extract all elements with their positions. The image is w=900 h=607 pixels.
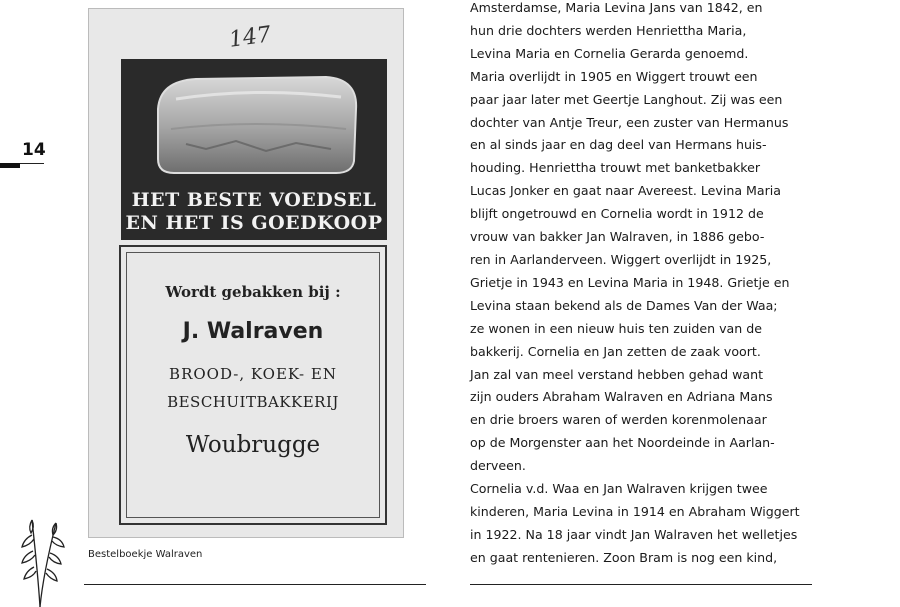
- body-text-line: Maria overlijdt in 1905 en Wiggert trouwt een: [470, 68, 758, 84]
- image-caption: Bestelboekje Walraven: [88, 549, 203, 560]
- body-text: [470, 0, 830, 570]
- body-text-line: Lucas Jonker en gaat naar Avereest. Levina Maria: [470, 183, 782, 199]
- body-text-line: op de Morgenster aan het Noordeinde in Aarlan-: [470, 435, 775, 451]
- body-text-line: Levina staan bekend als de Dames Van der Waa;: [470, 297, 778, 313]
- slogan-line-1: HET BESTE VOEDSEL: [131, 189, 377, 211]
- trade-line-2: BESCHUITBAKKERIJ: [167, 393, 339, 411]
- handwritten-number: 147: [227, 22, 273, 53]
- body-text-line: Jan zal van meel verstand hebben gehad want: [470, 366, 764, 382]
- ad-bordered-box: [119, 245, 387, 525]
- advertisement-image: [88, 8, 404, 538]
- body-text-line: kinderen, Maria Levina in 1914 en Abraham Wiggert: [470, 503, 800, 519]
- body-text-line: en gaat rentenieren. Zoon Bram is nog een kind,: [470, 549, 778, 565]
- body-text-line: vrouw van bakker Jan Walraven, in 1886 gebo-: [470, 229, 765, 245]
- body-text-line: ren in Aarlanderveen. Wiggert overlijdt in 1925,: [470, 251, 772, 267]
- baked-by-text: Wordt gebakken bij :: [165, 283, 341, 301]
- body-text-line: ze wonen in een nieuw huis ten zuiden van de: [470, 320, 762, 336]
- body-text-line: Grietje in 1943 en Levina Maria in 1948. Grietje en: [470, 274, 790, 290]
- body-text-line: dochter van Antje Treur, een zuster van Hermanus: [470, 114, 789, 130]
- ad-dark-panel: [121, 59, 387, 240]
- slogan-line-2: EN HET IS GOEDKOOP: [125, 212, 383, 234]
- body-text-line: paar jaar later met Geertje Langhout. Zij was een: [470, 91, 783, 107]
- body-text-line: in 1922. Na 18 jaar vindt Jan Walraven het welletjes: [470, 526, 798, 542]
- page-number-rule: [0, 163, 44, 164]
- body-text-line: bakkerij. Cornelia en Jan zetten de zaak voort.: [470, 343, 761, 359]
- body-text-line: Amsterdamse, Maria Levina Jans van 1842, en: [470, 0, 763, 15]
- body-text-line: blijft ongetrouwd en Cornelia wordt in 1912 de: [470, 206, 764, 222]
- wheat-icon: [10, 515, 70, 607]
- left-footer-rule: [84, 584, 426, 585]
- body-text-line: en al sinds jaar en dag deel van Hermans huis-: [470, 137, 767, 153]
- body-text-line: en drie broers waren of werden korenmolenaar: [470, 412, 767, 428]
- body-text-line: derveen.: [470, 458, 526, 474]
- right-footer-rule: [470, 584, 812, 585]
- body-text-line: houding. Henriettha trouwt met banketbakker: [470, 160, 761, 176]
- body-text-line: hun drie dochters werden Henriettha Maria,: [470, 22, 747, 38]
- trade-line-1: BROOD-, KOEK- EN: [169, 365, 337, 383]
- body-text-line: Levina Maria en Cornelia Gerarda genoemd.: [470, 45, 749, 61]
- page-number: 14: [22, 140, 46, 160]
- bread-loaf-illustration: [146, 69, 366, 179]
- body-text-line: Cornelia v.d. Waa en Jan Walraven krijgen twee: [470, 481, 768, 497]
- baker-name: J. Walraven: [182, 319, 324, 344]
- body-text-line: zijn ouders Abraham Walraven en Adriana Mans: [470, 389, 773, 405]
- town-name: Woubrugge: [185, 432, 321, 458]
